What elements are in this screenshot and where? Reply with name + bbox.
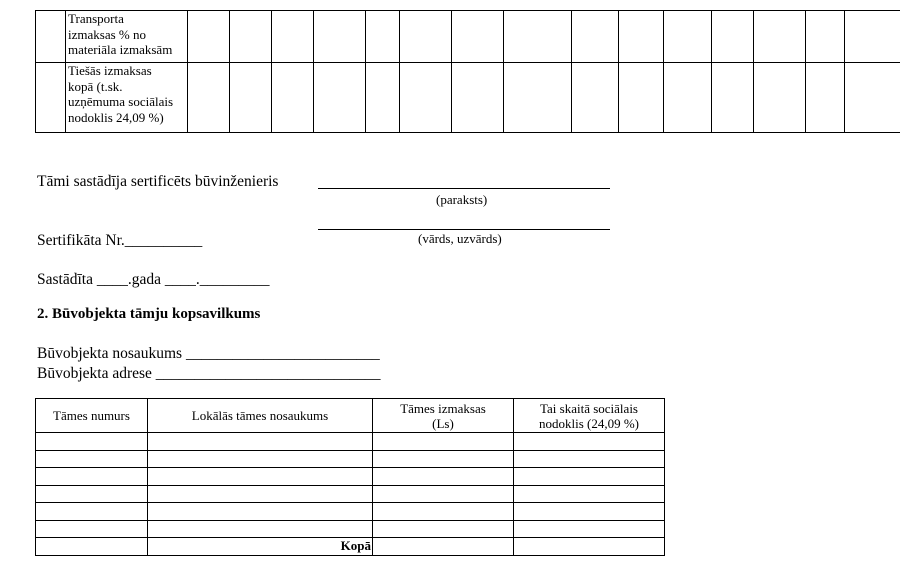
total-row (36, 538, 665, 556)
certificate-number: Sertifikāta Nr.__________ (37, 232, 203, 249)
section-heading: 2. Būvobjekta tāmju kopsavilkums (37, 306, 261, 322)
table-row (36, 503, 665, 521)
name-line (318, 229, 610, 230)
table-row (36, 433, 665, 451)
table-row (36, 468, 665, 486)
table-header-row (36, 399, 665, 433)
table-row (36, 63, 900, 133)
header-estimate-number: Tāmes numurs (36, 399, 148, 433)
name-caption: (vārds, uzvārds) (418, 231, 502, 246)
total-label: Kopā (148, 538, 373, 556)
row-label-transport: Transporta izmaksas % no materiāla izmaksām (66, 11, 188, 63)
header-estimate-costs: Tāmes izmaksas (Ls) (373, 399, 514, 433)
table-row (36, 450, 665, 468)
row-label-direct-costs: Tiešās izmaksas kopā (t.sk. uzņēmuma sociālais nodoklis 24,09 %) (66, 63, 188, 133)
table-row (36, 520, 665, 538)
table-row (36, 485, 665, 503)
header-local-estimate-name: Lokālās tāmes nosaukums (148, 399, 373, 433)
compiled-date: Sastādīta ____.gada ____._________ (37, 271, 270, 288)
object-name: Būvobjekta nosaukums _________________________ (37, 345, 380, 362)
object-address: Būvobjekta adrese _____________________________ (37, 365, 381, 382)
cost-table (35, 10, 900, 133)
summary-table (35, 398, 665, 556)
signature-caption: (paraksts) (436, 192, 488, 207)
table-row (36, 11, 900, 63)
header-social-tax: Tai skaitā sociālais nodoklis (24,09 %) (514, 399, 665, 433)
compiled-by-label: Tāmi sastādīja sertificēts būvinženieris (37, 173, 279, 190)
signature-line (318, 188, 610, 189)
